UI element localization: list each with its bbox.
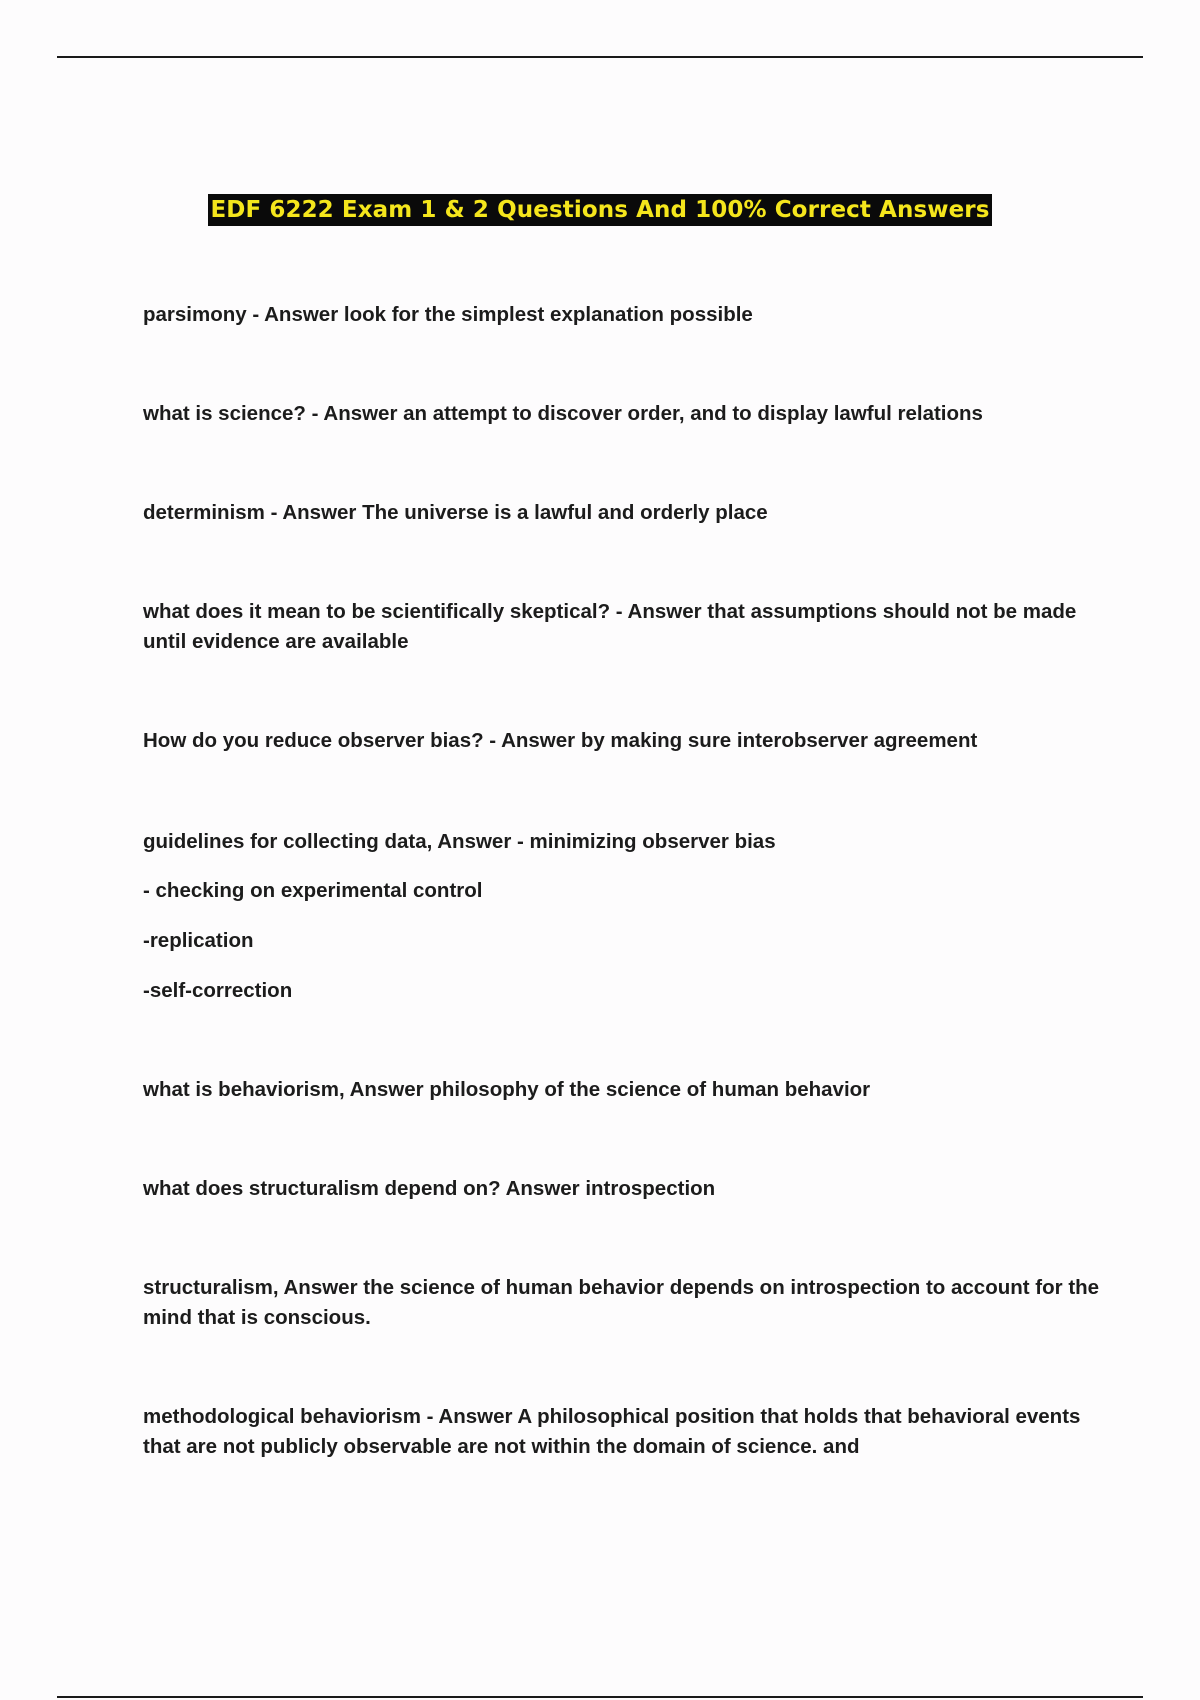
qa-item-guidelines: guidelines for collecting data, Answer - minimizing observer bias xyxy=(143,830,776,853)
qa-item-structuralism: structuralism, Answer the science of human behavior depends on introspection to account for the mind that is conscious. xyxy=(143,1276,1100,1329)
qa-item-behaviorism: what is behaviorism, Answer philosophy of the science of human behavior xyxy=(143,1078,871,1101)
qa-item-parsimony: parsimony - Answer look for the simplest explanation possible xyxy=(143,303,753,326)
qa-item-guideline-self-correction: -self-correction xyxy=(143,979,293,1002)
qa-item-skeptical: what does it mean to be scientifically skeptical? - Answer that assumptions should not be made until evidence are available xyxy=(143,600,1077,653)
document-title: EDF 6222 Exam 1 & 2 Questions And 100% Correct Answers xyxy=(208,194,991,226)
top-rule xyxy=(57,56,1143,58)
qa-item-structuralism-depend: what does structuralism depend on? Answer introspection xyxy=(143,1177,716,1200)
qa-item-guideline-control: - checking on experimental control xyxy=(143,879,483,902)
qa-item-methodological-behaviorism: methodological behaviorism - Answer A philosophical position that holds that behavioral events that are not publicly observable are not within the domain of science. and xyxy=(143,1405,1081,1458)
title-container xyxy=(0,194,1200,226)
qa-item-science: what is science? - Answer an attempt to discover order, and to display lawful relations xyxy=(143,402,983,425)
qa-item-determinism: determinism - Answer The universe is a lawful and orderly place xyxy=(143,501,768,524)
bottom-rule xyxy=(57,1696,1143,1698)
qa-item-observer-bias: How do you reduce observer bias? - Answer by making sure interobserver agreement xyxy=(143,729,978,752)
qa-item-guideline-replication: -replication xyxy=(143,929,254,952)
